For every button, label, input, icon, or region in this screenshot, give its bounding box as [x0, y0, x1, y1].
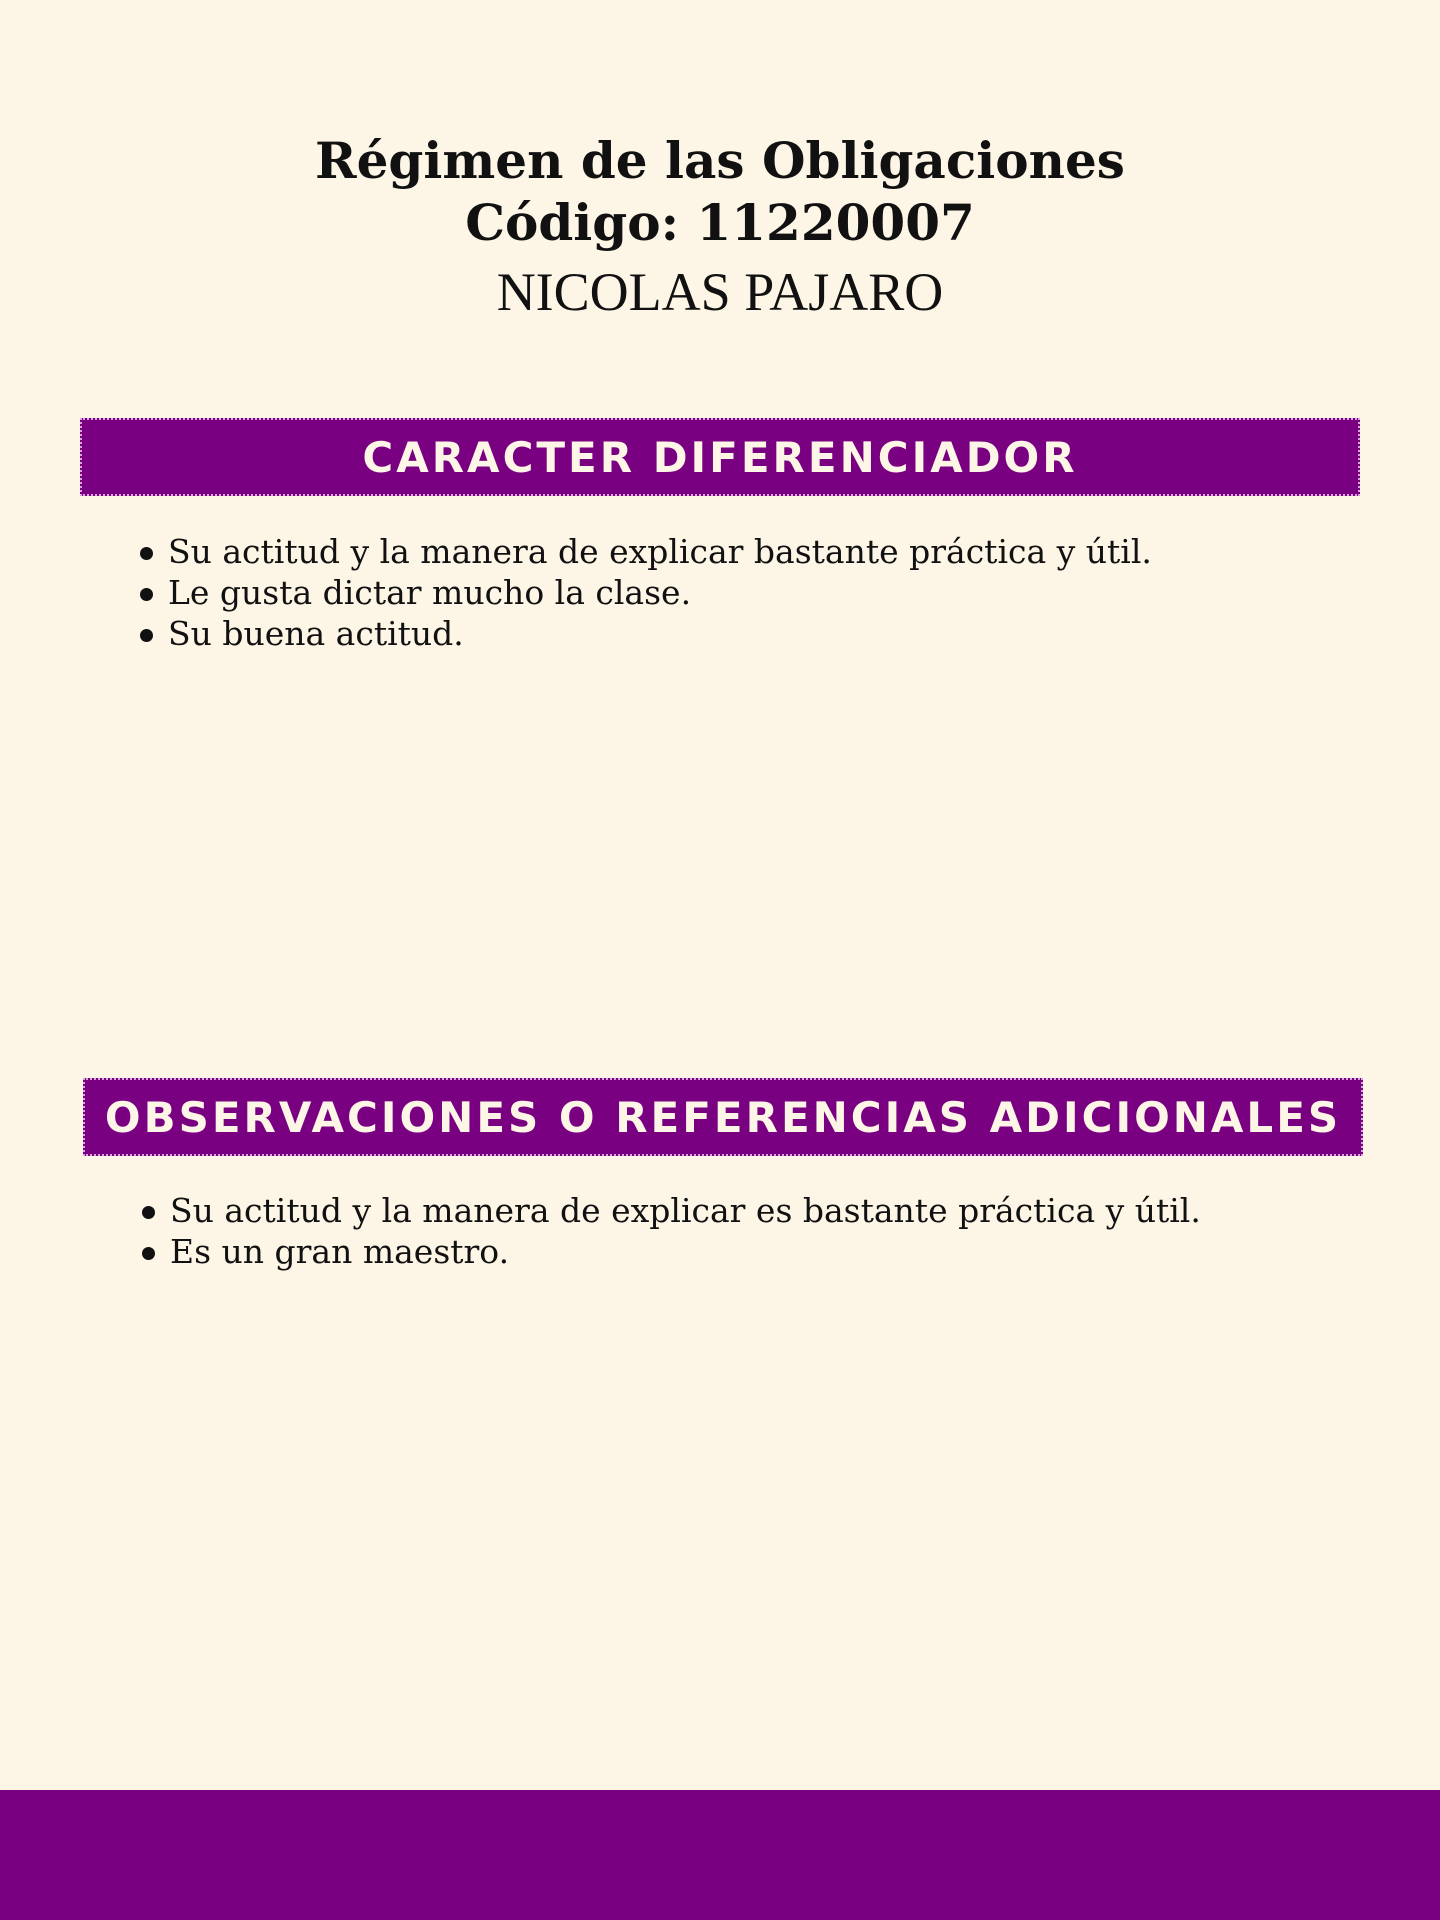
teacher-name: NICOLAS PAJARO [496, 262, 944, 322]
footer-bar [0, 1790, 1440, 1920]
course-title: Régimen de las Obligaciones [315, 131, 1125, 190]
list-item: Su actitud y la manera de explicar bastante práctica y útil. [138, 531, 1152, 572]
list-item: Su buena actitud. [138, 613, 1152, 654]
document-header [0, 130, 1440, 326]
caracter-diferenciador-list [138, 531, 1152, 654]
list-item: Es un gran maestro. [140, 1231, 1201, 1272]
section-title: OBSERVACIONES O REFERENCIAS ADICIONALES [104, 1092, 1342, 1142]
section-title: CARACTER DIFERENCIADOR [362, 432, 1078, 482]
course-code: Código: 11220007 [465, 193, 975, 252]
list-item: Su actitud y la manera de explicar es bastante práctica y útil. [140, 1190, 1201, 1231]
list-item: Le gusta dictar mucho la clase. [138, 572, 1152, 613]
section-header-observaciones [83, 1078, 1363, 1156]
observaciones-list [140, 1190, 1201, 1272]
section-header-caracter-diferenciador [80, 418, 1360, 496]
